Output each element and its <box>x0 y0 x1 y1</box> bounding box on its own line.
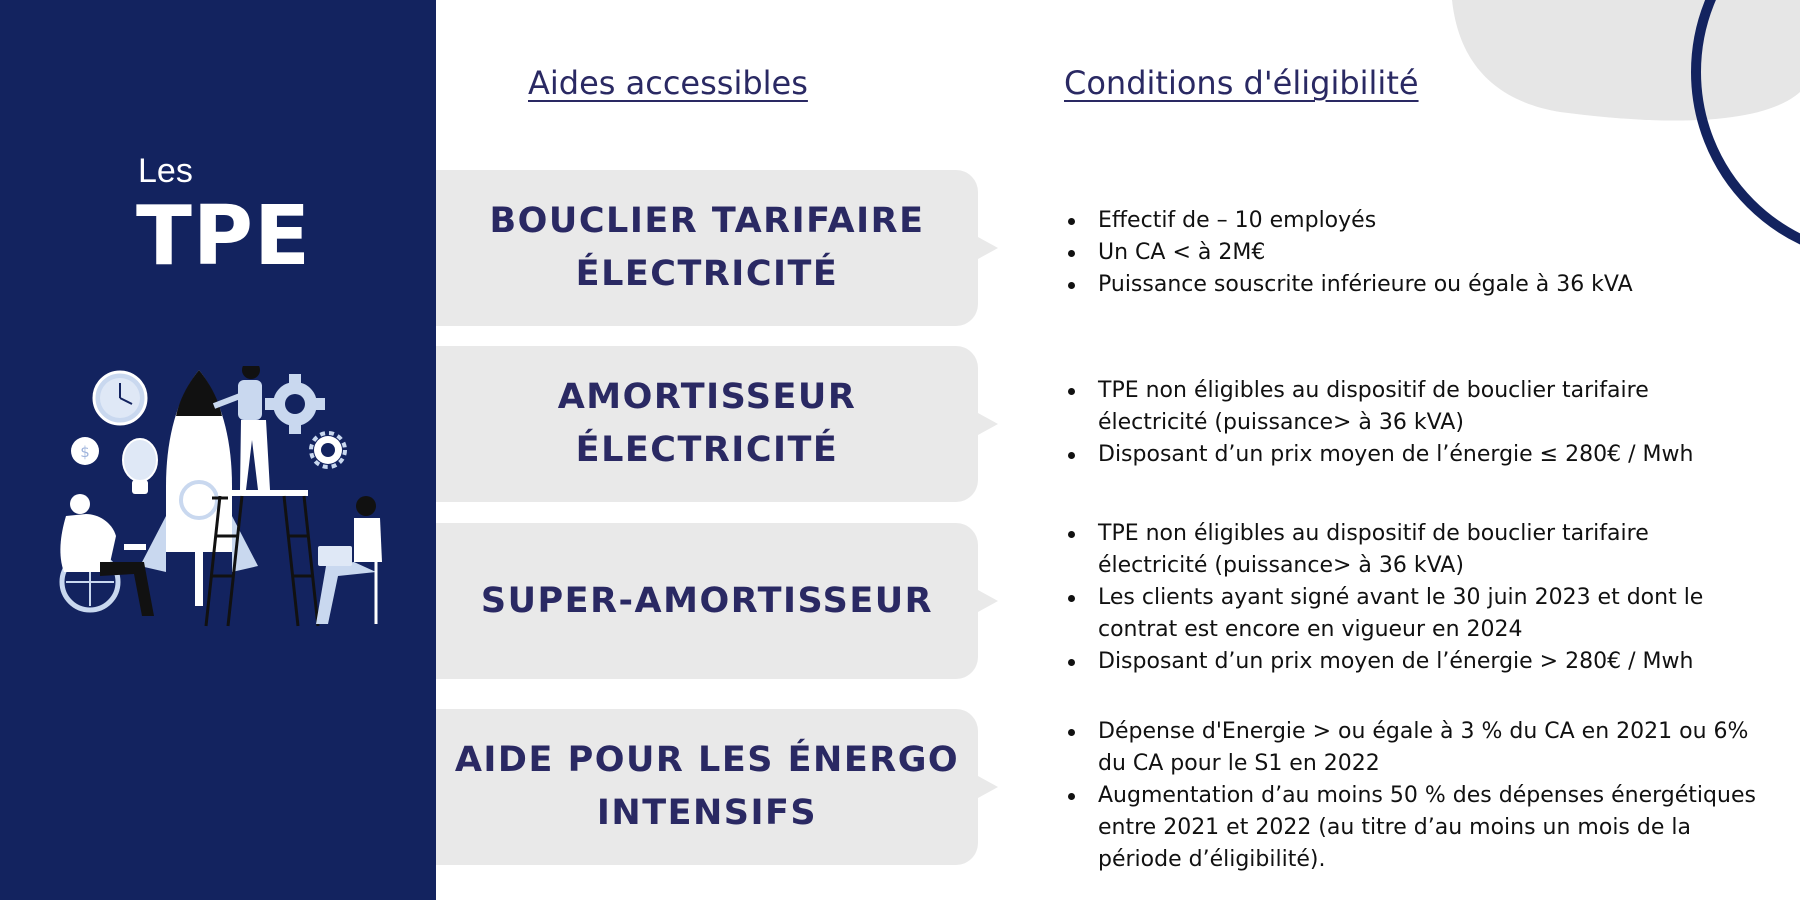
aid-card-bouclier <box>436 170 978 326</box>
conditions-list-amortisseur <box>1068 375 1708 471</box>
aid-card-label: AIDE POUR LES ÉNERGO INTENSIFS <box>454 740 960 833</box>
aid-card-energo-intensifs <box>436 709 978 865</box>
condition-item: TPE non éligibles au dispositif de bouclier tarifaire électricité (puissance> à 36 kVA) <box>1068 518 1708 582</box>
aides-header: Aides accessibles <box>528 64 808 102</box>
svg-text:$: $ <box>80 443 90 461</box>
aid-card-label: SUPER-AMORTISSEUR <box>480 580 934 621</box>
condition-item: TPE non éligibles au dispositif de bouclier tarifaire électricité (puissance> à 36 kVA) <box>1068 375 1708 439</box>
condition-item: Les clients ayant signé avant le 30 juin 2023 et dont le contrat est encore en vigueur en 2024 <box>1068 582 1708 646</box>
condition-item: Disposant d’un prix moyen de l’énergie > 280€ / Mwh <box>1068 646 1708 678</box>
condition-item: Disposant d’un prix moyen de l’énergie ≤ 280€ / Mwh <box>1068 439 1708 471</box>
condition-item: Dépense d'Energie > ou égale à 3 % du CA en 2021 ou 6% du CA pour le S1 en 2022 <box>1068 716 1774 780</box>
aid-card-super-amortisseur <box>436 523 978 679</box>
conditions-header: Conditions d'éligibilité <box>1064 64 1419 102</box>
man-laptop-figure <box>316 496 382 624</box>
conditions-list-super-amortisseur <box>1068 518 1708 678</box>
sidebar-panel <box>0 0 436 900</box>
condition-item: Un CA < à 2M€ <box>1068 237 1768 269</box>
lightbulb-icon <box>123 439 157 494</box>
sidebar-subtitle: Les <box>138 152 193 190</box>
condition-item: Augmentation d’au moins 50 % des dépenses énergétiques entre 2021 et 2022 (au titre d’au moins un mois de la période d’éligibilité). <box>1068 780 1774 876</box>
sidebar-title: TPE <box>136 189 312 284</box>
aid-card-amortisseur <box>436 346 978 502</box>
condition-item: Puissance souscrite inférieure ou égale à 36 kVA <box>1068 269 1768 301</box>
gear-icon <box>265 374 325 434</box>
wheelchair-figure <box>60 494 154 616</box>
conditions-list-bouclier <box>1068 205 1768 301</box>
small-gear-icon <box>311 433 345 467</box>
dollar-coin-icon <box>71 437 99 465</box>
aid-card-label: AMORTISSEUR ÉLECTRICITÉ <box>557 377 857 470</box>
aid-card-label: BOUCLIER TARIFAIRE ÉLECTRICITÉ <box>489 201 925 294</box>
clock-icon <box>94 372 146 424</box>
conditions-list-energo-intensifs <box>1068 716 1774 876</box>
rocket-team-illustration <box>36 366 406 636</box>
condition-item: Effectif de – 10 employés <box>1068 205 1768 237</box>
